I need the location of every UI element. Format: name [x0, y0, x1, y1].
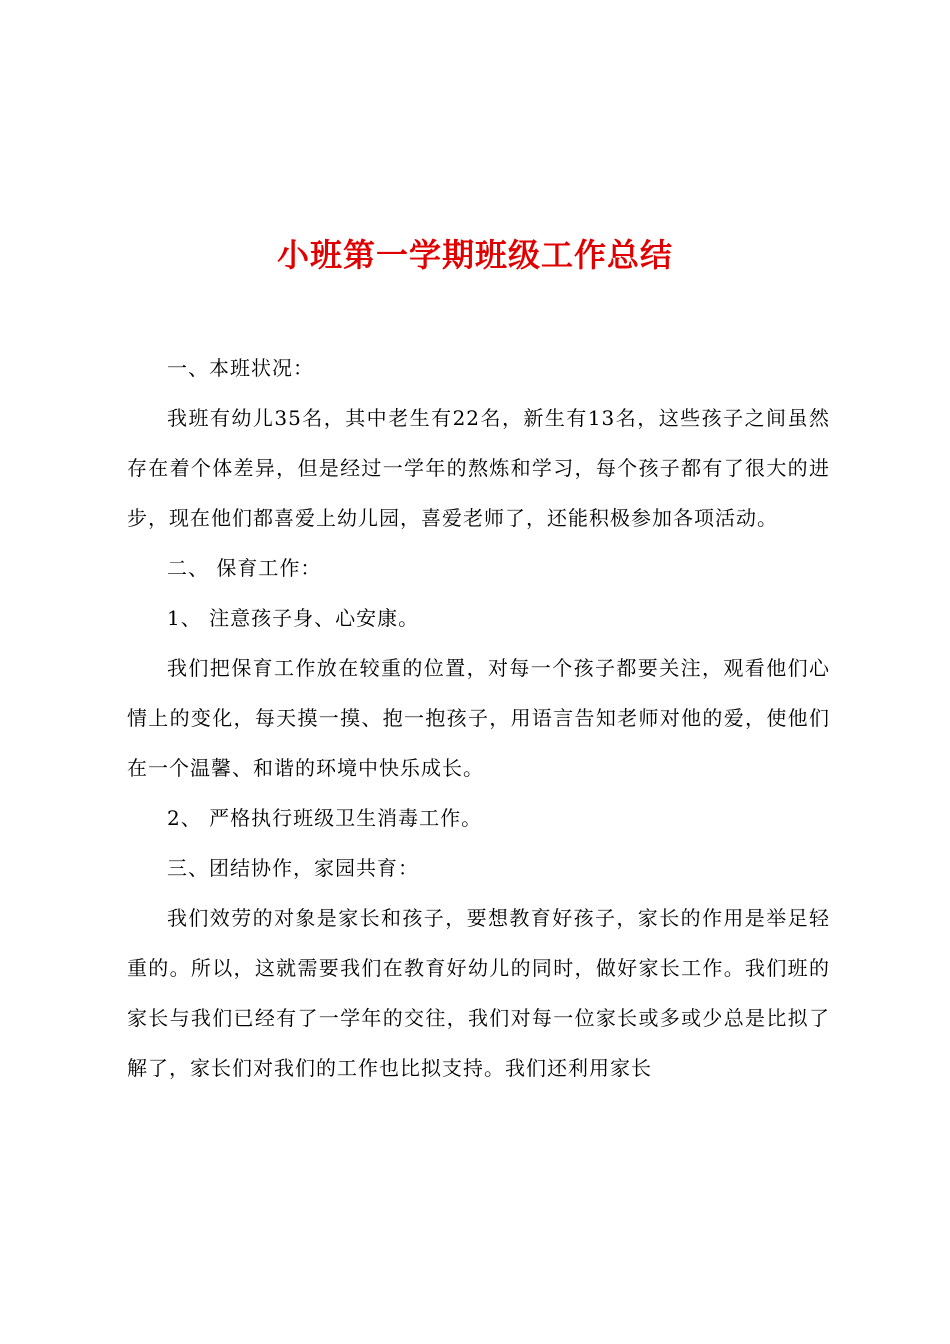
section-heading-care-work: 二、 保育工作：	[167, 556, 322, 580]
paragraph-cooperation: 我们效劳的对象是家长和孩子，要想教育好孩子，家长的作用是举足轻重的。所以，这就需要我们在教育好幼儿的同时，做好家长工作。我们班的家长与我们已经有了一学年的交往，我们对每一位家长或多或少总是比拟了解了，家长们对我们的工作也比拟支持。我们还利用家长	[127, 906, 830, 1080]
section-heading-class-status: 一、本班状况：	[167, 356, 314, 380]
document-title: 小班第一学期班级工作总结	[276, 236, 673, 275]
document-body	[127, 343, 830, 1093]
subheading-hygiene: 2、 严格执行班级卫生消毒工作。	[167, 806, 483, 830]
section-heading-cooperation: 三、团结协作，家园共育：	[167, 856, 419, 880]
paragraph-care-work: 我们把保育工作放在较重的位置，对每一个孩子都要关注，观看他们心情上的变化，每天摸一摸、抱一抱孩子，用语言告知老师对他的爱，使他们在一个温馨、和谐的环境中快乐成长。	[127, 656, 830, 780]
subheading-health: 1、 注意孩子身、心安康。	[167, 606, 420, 630]
paragraph-class-status: 我班有幼儿35名，其中老生有22名，新生有13名，这些孩子之间虽然存在着个体差异，但是经过一学年的熬炼和学习，每个孩子都有了很大的进步，现在他们都喜爱上幼儿园，喜爱老师了，还能积极参加各项活动。	[127, 406, 830, 530]
